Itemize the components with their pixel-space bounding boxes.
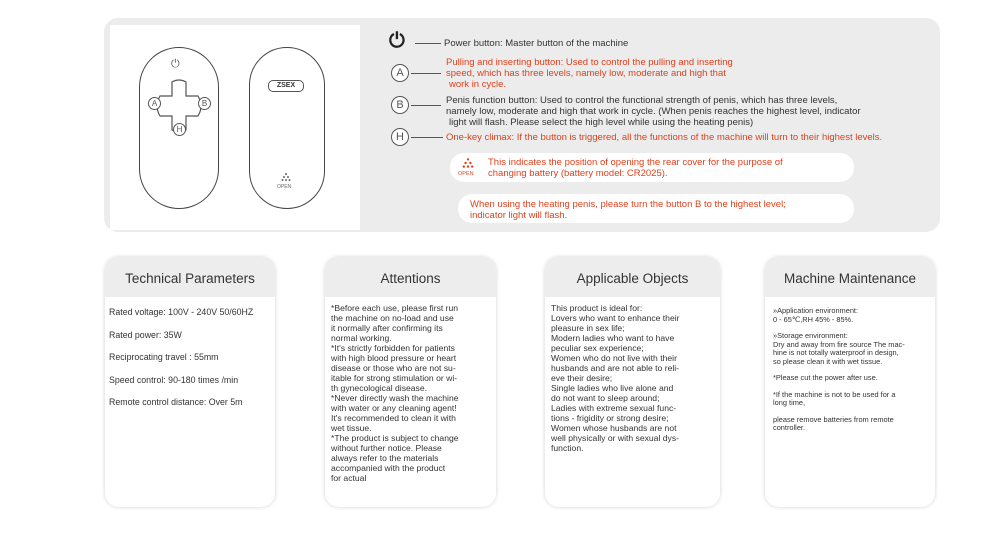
a-desc-line: speed, which has three levels, namely low, moderate and high that xyxy=(446,68,726,79)
attention-line: without further notice. Please xyxy=(331,443,442,453)
h-dash xyxy=(411,137,443,138)
remote-open-label: OPEN xyxy=(277,184,292,190)
open-note-text xyxy=(488,157,783,179)
attention-line: with water or any cleaning agent! xyxy=(331,403,457,413)
parameter-line: Remote control distance: Over 5m xyxy=(109,397,243,407)
power-icon: ⏻ xyxy=(389,30,405,52)
remote-h-button: H xyxy=(173,123,186,136)
attention-line: itable for strong stimulation or wi- xyxy=(331,373,458,383)
maintenance-line: please remove batteries from remote xyxy=(773,414,894,424)
remote-brand-logo: ZSEX xyxy=(268,80,304,92)
maintenance-line: controller. xyxy=(773,423,806,432)
object-line: eve their desire; xyxy=(551,373,613,383)
b-desc-line: Penis function button: Used to control the functional strength of penis, which has three levels, xyxy=(446,95,838,106)
applicable-objects-card xyxy=(545,257,720,507)
maintenance-line: hine is not totally waterproof in design, xyxy=(773,348,899,357)
battery-cover-icon xyxy=(281,172,291,182)
b-desc xyxy=(446,95,861,128)
attention-line: the machine on no-load and use xyxy=(331,313,454,323)
card-body xyxy=(551,303,714,453)
remote-back xyxy=(249,47,325,209)
card-title: Applicable Objects xyxy=(545,257,720,297)
object-line: peculiar sex experience; xyxy=(551,343,644,353)
object-line: husbands and are not able to reli- xyxy=(551,363,680,373)
maintenance-line: »Storage environment: xyxy=(773,331,848,340)
a-icon: A xyxy=(391,64,409,82)
attention-line: It's recommended to clean it with xyxy=(331,413,456,423)
attention-line: *It's strictly forbidden for patients xyxy=(331,343,455,353)
object-line: Single ladies who live alone and xyxy=(551,383,674,393)
object-line: Modern ladies who want to have xyxy=(551,333,675,343)
attention-line: *Never directly wash the machine xyxy=(331,393,459,403)
attention-line: disease or those who are not su- xyxy=(331,363,456,373)
power-dash xyxy=(415,43,441,44)
heating-note-line: When using the heating penis, please turn the button B to the highest level; xyxy=(470,199,786,210)
card-title: Attentions xyxy=(325,257,496,297)
attention-line: th gynecological disease. xyxy=(331,383,428,393)
h-desc: One-key climax: If the button is triggered, all the functions of the machine will turn to their highest levels. xyxy=(446,132,883,143)
object-line: do not want to sleep around; xyxy=(551,393,660,403)
a-dash xyxy=(411,73,441,74)
attention-line: wet tissue. xyxy=(331,423,372,433)
maintenance-line: »Application environment: xyxy=(773,306,859,315)
object-line: This product is ideal for: xyxy=(551,303,643,313)
b-dash xyxy=(411,105,441,106)
card-title: Technical Parameters xyxy=(105,257,275,297)
parameter-line: Speed control: 90-180 times /min xyxy=(109,374,239,385)
open-icon-label: OPEN xyxy=(458,171,474,177)
attention-line: with high blood pressure or heart xyxy=(331,353,457,363)
object-line: well physically or with sexual dys- xyxy=(551,433,679,443)
remote-b-button: B xyxy=(198,97,211,110)
remote-a-button: A xyxy=(148,97,161,110)
open-note-line: changing battery (battery model: CR2025). xyxy=(488,168,668,179)
object-line: Lovers who want to enhance their xyxy=(551,313,680,323)
maintenance-line: Dry and away from fire source The mac- xyxy=(773,339,905,349)
a-desc-line: work in cycle. xyxy=(449,79,507,90)
open-cover-icon xyxy=(462,157,474,169)
machine-maintenance-card xyxy=(765,257,935,507)
object-line: Women whose husbands are not xyxy=(551,423,677,433)
maintenance-paragraph xyxy=(773,391,929,408)
attention-line: accompanied with the product xyxy=(331,463,446,473)
attention-line: always refer to the materials xyxy=(331,453,439,463)
card-title: Machine Maintenance xyxy=(765,257,935,297)
a-desc-line: Pulling and inserting button: Used to control the pulling and inserting xyxy=(446,57,733,68)
parameter-line: Reciprocating travel : 55mm xyxy=(109,352,219,362)
maintenance-paragraph xyxy=(773,307,929,324)
maintenance-paragraph xyxy=(773,374,929,383)
maintenance-line: long time, xyxy=(773,398,806,407)
attention-line: for actual xyxy=(331,473,367,483)
a-desc xyxy=(446,57,733,90)
card-body xyxy=(331,303,490,483)
object-line: tions - frigidity or strong desire; xyxy=(551,413,669,423)
maintenance-line: *Please cut the power after use. xyxy=(773,373,878,382)
card-body xyxy=(773,307,929,441)
technical-parameters-card xyxy=(105,257,275,507)
b-desc-line: light will flash. Please select the high level while using the heating penis) xyxy=(449,117,754,128)
heating-note-text xyxy=(470,199,786,221)
maintenance-line: so please clean it with wet tissue. xyxy=(773,356,883,366)
object-line: function. xyxy=(551,443,584,453)
heating-note xyxy=(458,194,854,223)
attention-line: *The product is subject to change xyxy=(331,433,459,443)
open-note-line: This indicates the position of opening the rear cover for the purpose of xyxy=(488,157,783,168)
maintenance-paragraph xyxy=(773,416,929,433)
object-line: pleasure in sex life; xyxy=(551,323,625,333)
object-line: Ladies with extreme sexual func- xyxy=(551,403,677,413)
h-icon: H xyxy=(391,128,409,146)
attentions-card xyxy=(325,257,496,507)
parameter-line: Rated voltage: 100V - 240V 50/60HZ xyxy=(109,307,254,317)
attention-line: *Before each use, please first run xyxy=(331,303,459,313)
remote-illustration xyxy=(110,25,360,230)
attention-line: it normally after confirming its xyxy=(331,323,443,333)
heating-note-line: indicator light will flash. xyxy=(470,210,568,221)
maintenance-paragraph xyxy=(773,332,929,366)
attention-line: normal working. xyxy=(331,333,392,343)
remote-power-icon: ⏻ xyxy=(171,58,180,70)
card-body xyxy=(109,307,269,420)
maintenance-line: 0 - 65℃,RH 45% - 85%. xyxy=(773,314,854,324)
remote-front xyxy=(139,47,219,209)
open-note xyxy=(450,153,854,182)
b-icon: B xyxy=(391,96,409,114)
maintenance-line: *If the machine is not to be used for a xyxy=(773,389,896,399)
b-desc-line: namely low, moderate and high that work in cycle. (When penis reaches the highest level, indicator xyxy=(446,106,861,117)
parameter-line: Rated power: 35W xyxy=(109,329,182,340)
object-line: Women who do not live with their xyxy=(551,353,677,363)
power-desc: Power button: Master button of the machine xyxy=(444,38,629,49)
